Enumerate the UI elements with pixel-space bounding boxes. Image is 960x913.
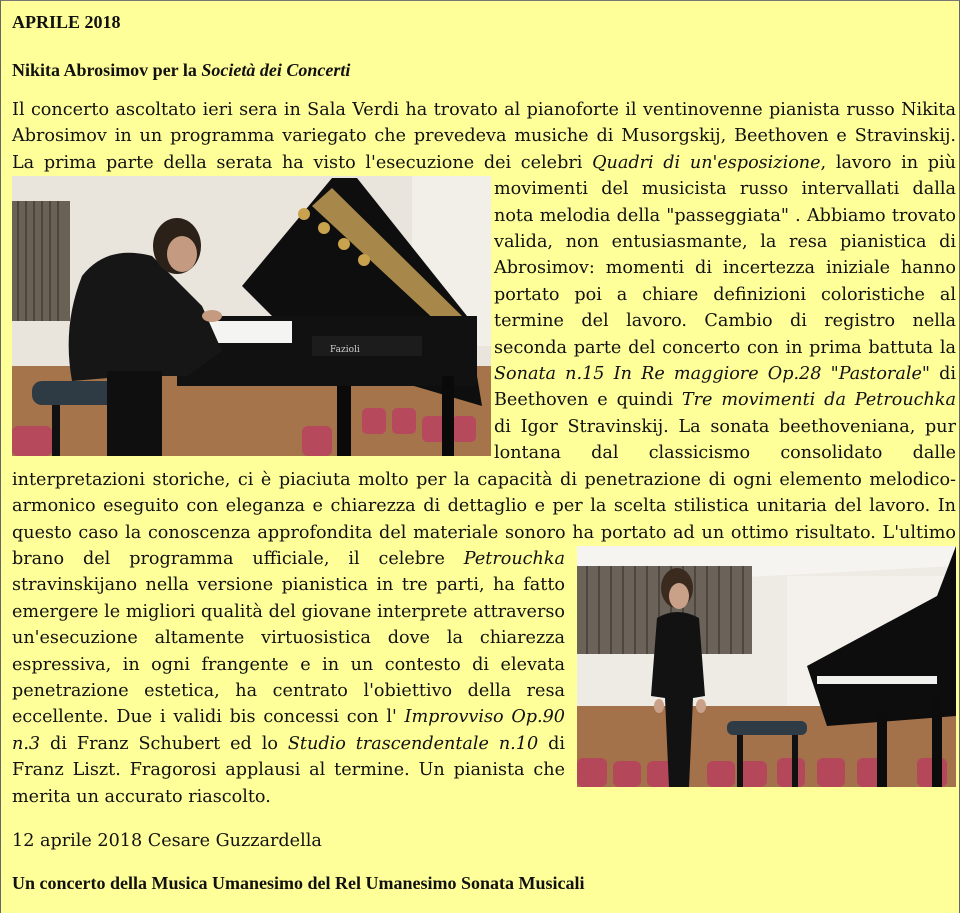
pianist-standing-bow-photo bbox=[577, 546, 956, 787]
body-part-b: , lavoro in più movimenti del musicista russo intervallati dalla nota melodia della "passeggiata" . Abbiamo trovato valida, non entusiasmante, la resa pianistica di Abrosimov: momenti di incertezza iniziale hanno portato poi a chiare definizioni coloristiche al termine del lavoro. Cambio di registro nella seconda parte del concerto con in prima battuta la bbox=[494, 152, 956, 358]
body-part-f: di Franz Schubert ed lo bbox=[40, 733, 288, 754]
month-heading: APRILE 2018 bbox=[12, 12, 121, 32]
pianist-at-piano-photo bbox=[12, 176, 491, 456]
article-body bbox=[12, 97, 956, 810]
pianist-standing-photo-svg bbox=[577, 546, 956, 787]
article-signature: 12 aprile 2018 Cesare Guzzardella bbox=[12, 830, 322, 851]
article-content bbox=[12, 7, 956, 896]
body-italic-studio: Studio trascendentale n.10 bbox=[287, 733, 539, 754]
article-title-italic: Società dei Concerti bbox=[201, 60, 351, 80]
body-italic-tre-movimenti: Tre movimenti da Petrouchka bbox=[681, 390, 956, 411]
article-title bbox=[12, 55, 956, 85]
body-part-e: stravinskijano nella versione pianistica in tre parti, ha fatto emergere le migliori qualità del giovane interprete attraverso un'esecuzione altamente virtuosistica dove la chiarezza espressiva, in ogni frangente e in un contesto di elevata penetrazione estetica, ha centrato l'obiettivo della resa eccellente. Due i validi bis concessi con l' bbox=[12, 575, 565, 728]
body-part-a: Il concerto ascoltato ieri sera in Sala Verdi ha trovato al pianoforte il ventinovenne pianista russo Nikita Abrosimov in un programma variegato che prevedeva musiche di Musorgskij, Beethoven e Stravinskij. La prima parte della serata ha visto l'esecuzione dei celebri bbox=[12, 100, 956, 173]
body-part-g: di Franz Liszt. Fragorosi applausi al termine. Un pianista che merita un accurato riascolto. bbox=[12, 733, 565, 807]
body-italic-improvviso: Improvviso Op.90 n.3 bbox=[12, 707, 565, 754]
body-part-d: di Igor Stravinskij. La sonata beethoveniana, pur lontana dal classicismo consolidato dalle interpretazioni storiche, ci è piaciuta molto per la capacità di penetrazione di ogni elemento melodico-armonico eseguito con eleganza e chiarezza di dettaglio e per la scelta stilistica unitaria del lavoro. In questo caso la conoscenza approfondita del materiale sonoro ha portato ad un ottimo risultato. L'ultimo brano del programma ufficiale, il celebre bbox=[12, 416, 956, 569]
pianist-at-piano-photo-svg bbox=[12, 176, 491, 456]
body-part-c: di Beethoven e quindi bbox=[494, 364, 956, 411]
article-title-plain: Nikita Abrosimov per la bbox=[12, 60, 202, 80]
body-italic-sonata: Sonata n.15 In Re maggiore Op.28 "Pastorale" bbox=[494, 364, 930, 385]
body-italic-quadri: Quadri di un'esposizione bbox=[592, 152, 821, 173]
next-article-title[interactable]: Un concerto della Musica Umanesimo del Rel Umanesimo Sonata Musicali bbox=[12, 873, 585, 894]
svg-text:Fazioli: Fazioli bbox=[330, 345, 360, 356]
body-italic-petrouchka: Petrouchka bbox=[463, 548, 565, 569]
